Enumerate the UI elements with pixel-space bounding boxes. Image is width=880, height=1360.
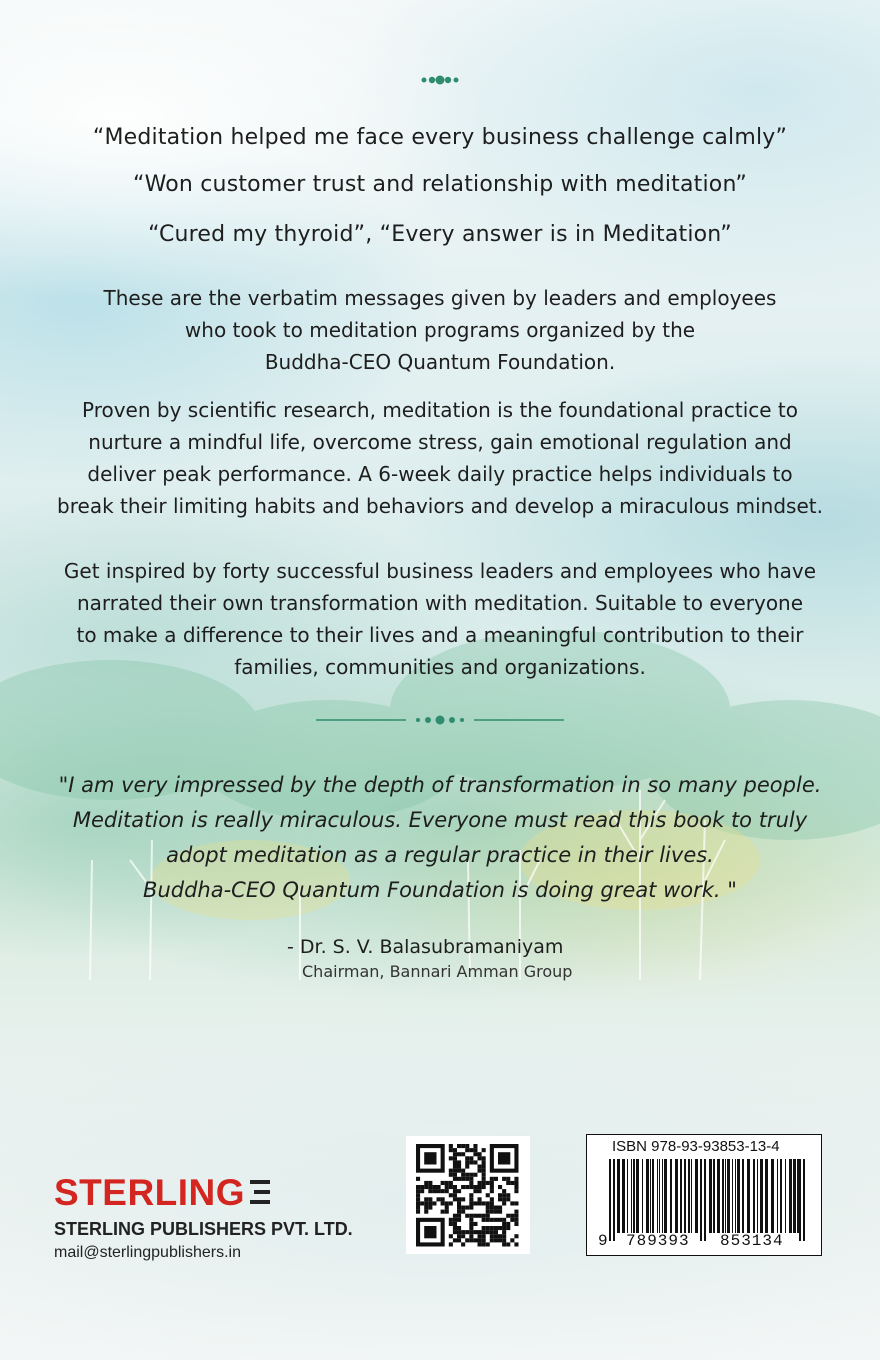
publisher-email: mail@sterlingpublishers.in [54, 1244, 241, 1261]
proven-line-3: deliver peak performance. A 6-week daily practice helps individuals to [87, 462, 793, 486]
inspired-paragraph [0, 555, 880, 683]
intro-line-2: who took to meditation programs organized by the [184, 318, 696, 342]
testimonial-2: “Won customer trust and relationship with meditation” [133, 172, 747, 197]
publisher-logo-mark-icon [250, 1178, 272, 1206]
barcode-digit-lead: 9 [598, 1232, 608, 1250]
endorsement-line-4: Buddha-CEO Quantum Foundation is doing great work. " [143, 878, 737, 902]
proven-paragraph [0, 394, 880, 522]
endorsement-line-3: adopt meditation as a regular practice in their lives. [166, 843, 714, 867]
testimonial-1: “Meditation helped me face every business challenge calmly” [92, 125, 788, 150]
intro-line-3: Buddha-CEO Quantum Foundation. [264, 350, 616, 374]
endorsement-line-1: "I am very impressed by the depth of transformation in so many people. [58, 773, 822, 797]
intro-paragraph [0, 282, 880, 378]
inspired-line-2: narrated their own transformation with meditation. Suitable to everyone [76, 591, 804, 615]
intro-line-1: These are the verbatim messages given by leaders and employees [103, 286, 777, 310]
middle-ornament [0, 710, 880, 730]
proven-line-4: break their limiting habits and behaviors and develop a miraculous mindset. [57, 494, 823, 518]
endorsement-quote [0, 768, 880, 908]
barcode-digits-group-2: 853134 [720, 1232, 784, 1250]
inspired-line-4: families, communities and organizations. [234, 655, 646, 679]
publisher-logo-text: STERLING [54, 1172, 246, 1213]
proven-line-2: nurture a mindful life, overcome stress, gain emotional regulation and [88, 430, 792, 454]
testimonial-3: “Cured my thyroid”, “Every answer is in Meditation” [148, 222, 732, 247]
isbn-label: ISBN 978-93-93853-13-4 [612, 1138, 780, 1155]
inspired-line-1: Get inspired by forty successful business leaders and employees who have [63, 559, 817, 583]
qr-code-graphic [406, 1136, 530, 1254]
barcode-digits-group-1: 789393 [626, 1232, 690, 1250]
endorsement-author: - Dr. S. V. Balasubramaniyam [287, 936, 564, 958]
endorsement-author-title: Chairman, Bannari Amman Group [302, 962, 573, 981]
top-ornament [0, 70, 880, 90]
inspired-line-3: to make a difference to their lives and a meaningful contribution to their [76, 623, 804, 647]
qr-code [406, 1136, 530, 1254]
endorsement-line-2: Meditation is really miraculous. Everyone must read this book to truly [72, 808, 808, 832]
publisher-name: STERLING PUBLISHERS PVT. LTD. [54, 1219, 353, 1239]
proven-line-1: Proven by scientific research, meditation is the foundational practice to [81, 398, 798, 422]
